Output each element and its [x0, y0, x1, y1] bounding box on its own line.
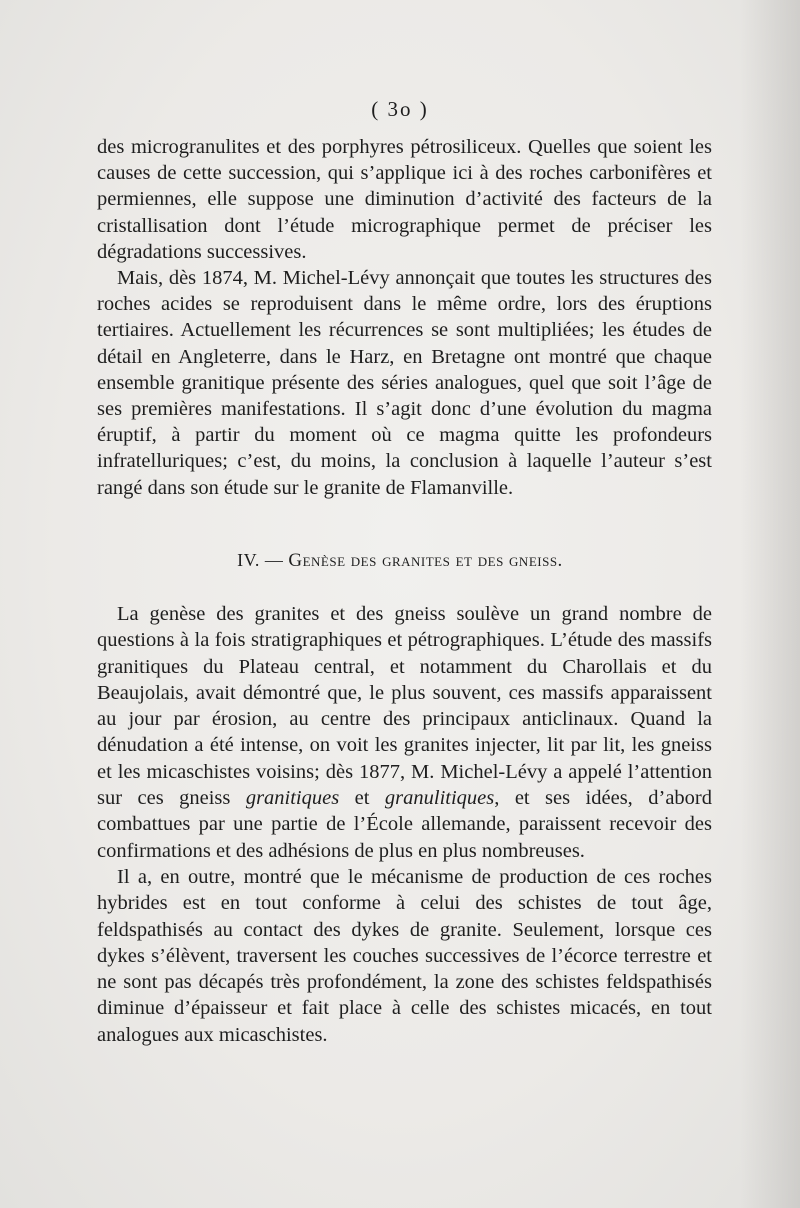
section-text-top: [97, 134, 712, 501]
section-number: IV. —: [237, 550, 284, 570]
paragraph-genese-text-b: et: [339, 787, 385, 810]
term-granulitiques: granulitiques: [384, 787, 495, 810]
paragraph-genese-text-c: , et ses idées, d’abord combattues par une partie de l’École allemande, paraissent recevoir des confirmations et des adhésions de plus en plus nombreuses.: [97, 787, 712, 862]
paragraph-mecanisme: Il a, en outre, montré que le mécanisme de production de ces roches hybrides est en tout conforme à celui des schistes de tout âge, feldspathisés au contact des dykes de granite. Seulement, lorsque ces dykes s’élèvent, traversent les couches successives de l’écorce terrestre et ne sont pas décapés très profondément, la zone des schistes feldspathisés diminue d’épaisseur et fait place à celle des schistes micacés, en tout analogues aux micaschistes.: [97, 865, 712, 1046]
paragraph-genese: [97, 601, 712, 864]
section-text-bottom: [97, 601, 712, 1048]
paragraph-continued: des microgranulites et des porphyres pétrosiliceux. Quelles que soient les causes de cette succession, qui s’applique ici à des roches carbonifères et permiennes, elle suppose une diminution d’activité des facteurs de la cristallisation dont l’étude micrographique permet de préciser les dégradations successives.: [97, 136, 712, 263]
paragraph-michel-levy-1874: Mais, dès 1874, M. Michel-Lévy annonçait que toutes les structures des roches acides se reproduisent dans le même ordre, lors des éruptions tertiaires. Actuellement les récurrences se sont multipliées; les études de détail en Angleterre, dans le Harz, en Bretagne ont montré que chaque ensemble granitique présente des séries analogues, quel que soit l’âge de ses premières manifestations. Il s’agit donc d’une évolution du magma éruptif, à partir du moment où ce magma quitte les profondeurs infratelluriques; c’est, du moins, la conclusion à laquelle l’auteur s’est rangé dans son étude sur le granite de Flamanville.: [97, 267, 712, 499]
page-number: ( 3o ): [371, 97, 429, 121]
page-edge-shadow: [740, 0, 800, 1208]
paragraph-genese-text-a: La genèse des granites et des gneiss soulève un grand nombre de questions à la fois stratigraphiques et pétrographiques. L’étude des massifs granitiques du Plateau central, et notamment du Charollais et du Beaujolais, avait démontré que, le plus souvent, ces massifs apparaissent au jour par érosion, au centre des principaux anticlinaux. Quand la dénudation a été intense, on voit les granites injecter, lit par lit, les gneiss et les micaschistes voisins; dès 1877, M. Michel-Lévy a appelé l’attention sur ces gneiss: [97, 603, 712, 810]
section-heading: [0, 550, 800, 572]
section-title: Genèse des granites et des gneiss.: [288, 550, 563, 571]
term-granitiques: granitiques: [245, 787, 340, 810]
